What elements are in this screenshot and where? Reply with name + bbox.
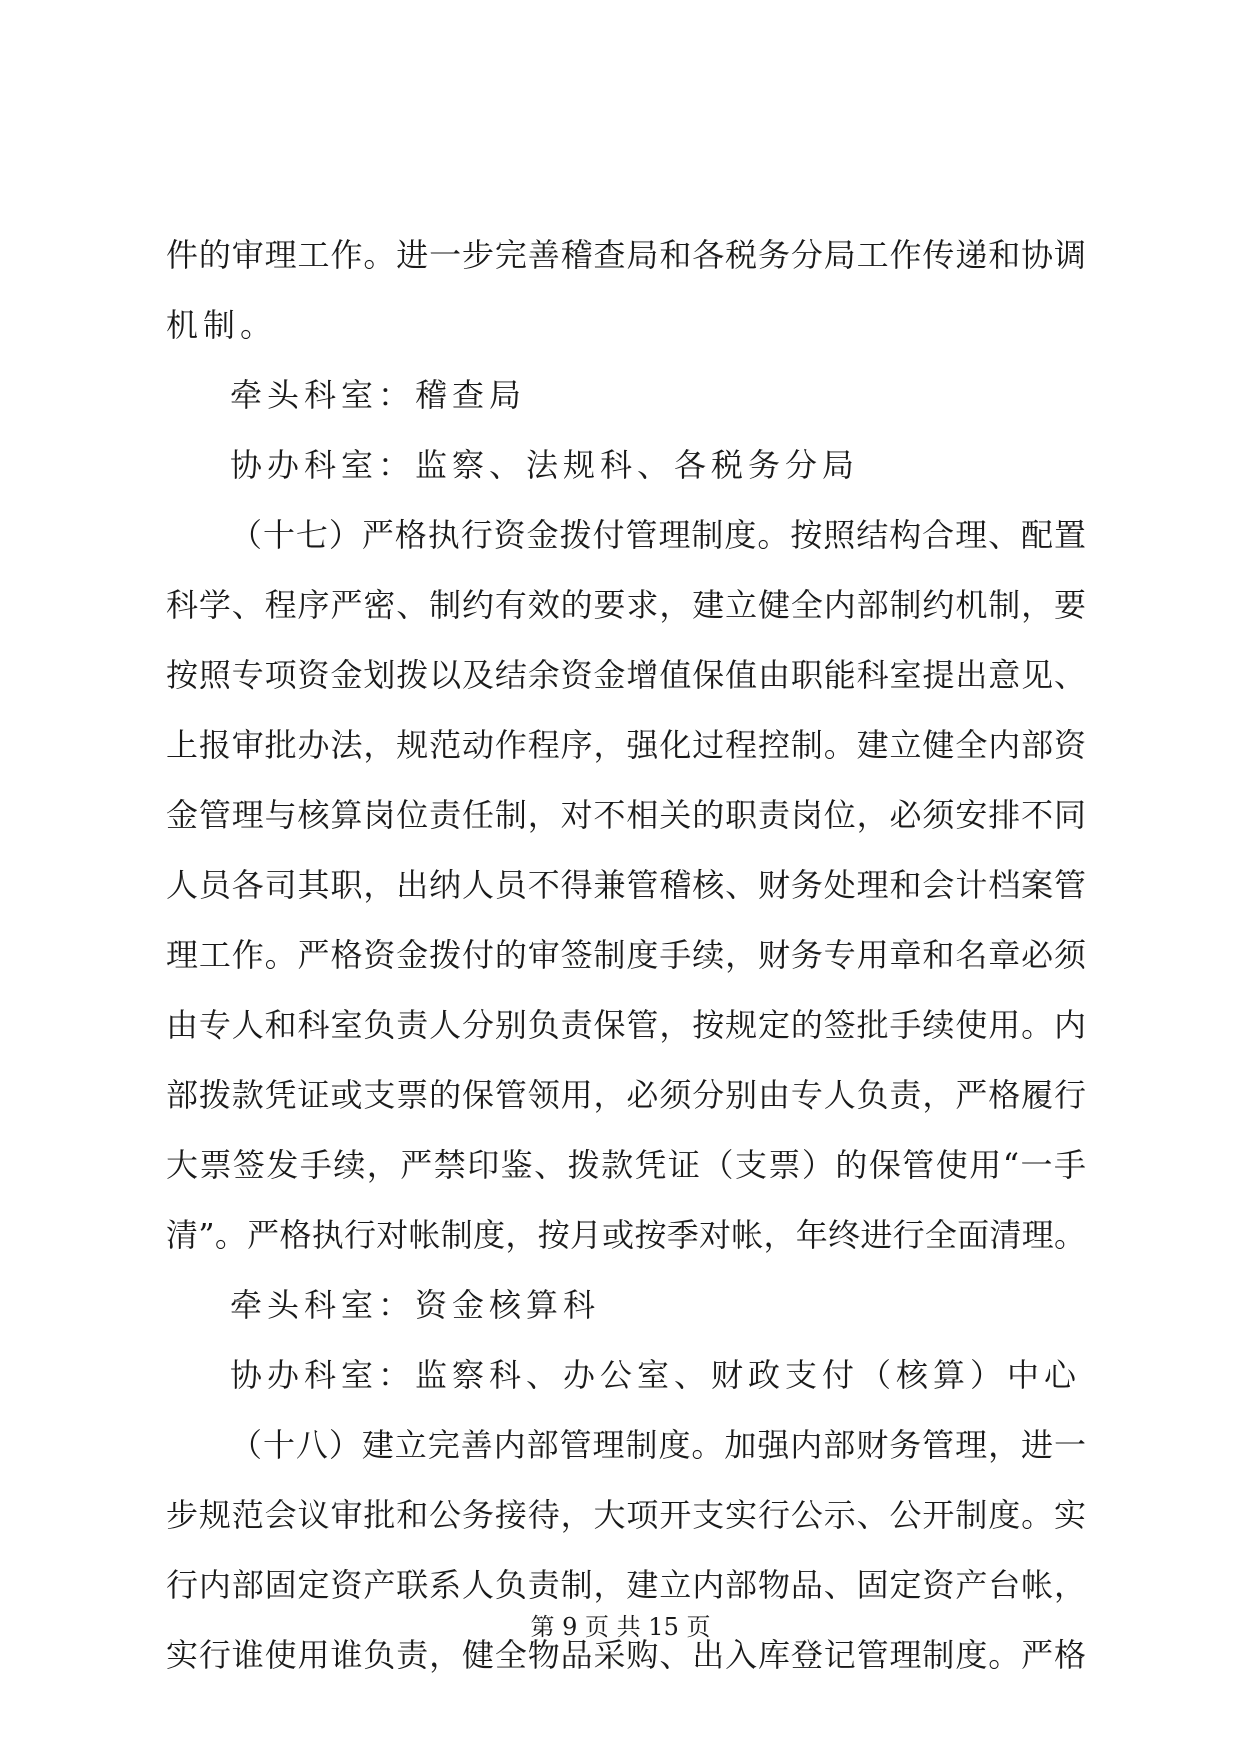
text-line: 步规范会议审批和公务接待，大项开支实行公示、公开制度。实 — [166, 1496, 1086, 1534]
text-line: 按照专项资金划拨以及结余资金增值保值由职能科室提出意见、 — [166, 656, 1086, 694]
text-line: 由专人和科室负责人分别负责保管，按规定的签批手续使用。内 — [166, 1006, 1086, 1044]
text-line: 件的审理工作。进一步完善稽查局和各税务分局工作传递和协调 — [166, 236, 1086, 274]
text-line: （十七）严格执行资金拨付管理制度。按照结构合理、配置 — [230, 516, 1086, 554]
text-line: 牵头科室：稽查局 — [230, 376, 527, 414]
text-line: 大票签发手续，严禁印鉴、拨款凭证（支票）的保管使用“一手 — [166, 1146, 1086, 1184]
text-line: 协办科室：监察、法规科、各税务分局 — [230, 446, 860, 484]
text-line: 牵头科室：资金核算科 — [230, 1286, 601, 1324]
text-line: 科学、程序严密、制约有效的要求，建立健全内部制约机制，要 — [166, 586, 1086, 624]
text-line: 理工作。严格资金拨付的审签制度手续，财务专用章和名章必须 — [166, 936, 1086, 974]
document-body — [166, 220, 1086, 1690]
page-footer: 第 9 页 共 15 页 — [530, 1613, 711, 1641]
text-line: 行内部固定资产联系人负责制，建立内部物品、固定资产台帐， — [166, 1566, 1086, 1604]
text-line: 人员各司其职，出纳人员不得兼管稽核、财务处理和会计档案管 — [166, 866, 1086, 904]
text-line: 部拨款凭证或支票的保管领用，必须分别由专人负责，严格履行 — [166, 1076, 1086, 1114]
text-line: 金管理与核算岗位责任制，对不相关的职责岗位，必须安排不同 — [166, 796, 1086, 834]
text-line: 清”。严格执行对帐制度，按月或按季对帐，年终进行全面清理。 — [166, 1216, 1086, 1254]
text-line: （十八）建立完善内部管理制度。加强内部财务管理，进一 — [230, 1426, 1086, 1464]
text-line: 协办科室：监察科、办公室、财政支付（核算）中心 — [230, 1356, 1082, 1394]
text-line: 上报审批办法，规范动作程序，强化过程控制。建立健全内部资 — [166, 726, 1086, 764]
text-line: 机制。 — [166, 306, 278, 344]
text-line: 实行谁使用谁负责，健全物品采购、出入库登记管理制度。严格 — [166, 1636, 1086, 1674]
